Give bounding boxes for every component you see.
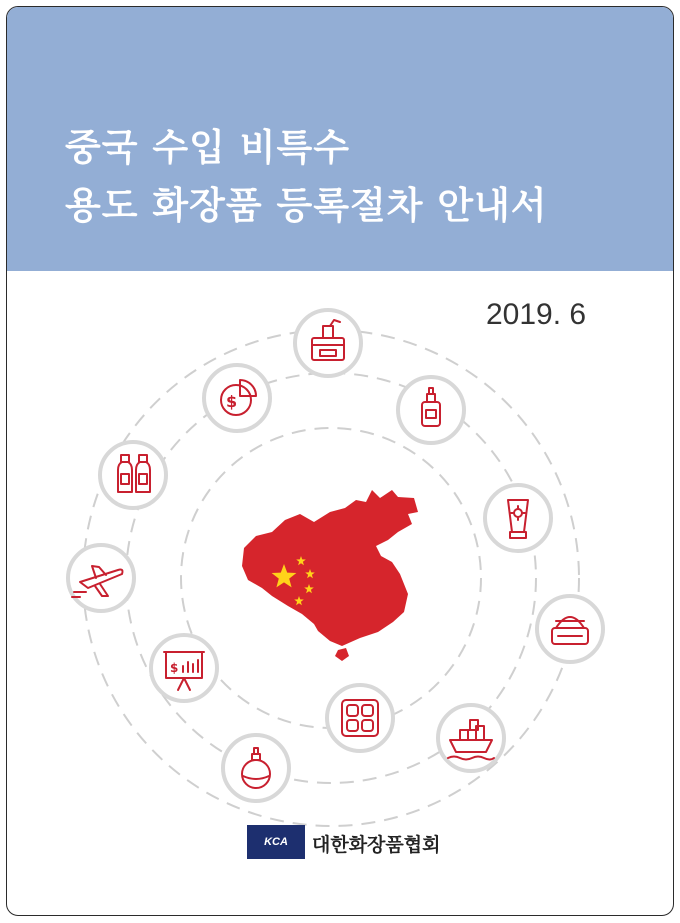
title-line-1: 중국 수입 비특수 — [65, 126, 350, 169]
china-map — [242, 490, 418, 661]
svg-text:$: $ — [170, 661, 179, 675]
svg-text:$: $ — [226, 392, 238, 411]
publication-date: 2019. 6 — [486, 298, 587, 331]
kca-logo — [247, 825, 305, 859]
title-line-2: 용도 화장품 등록절차 안내서 — [65, 184, 548, 227]
organization-name: 대한화장품협회 — [312, 834, 441, 856]
logo-text: KCA — [264, 836, 288, 848]
